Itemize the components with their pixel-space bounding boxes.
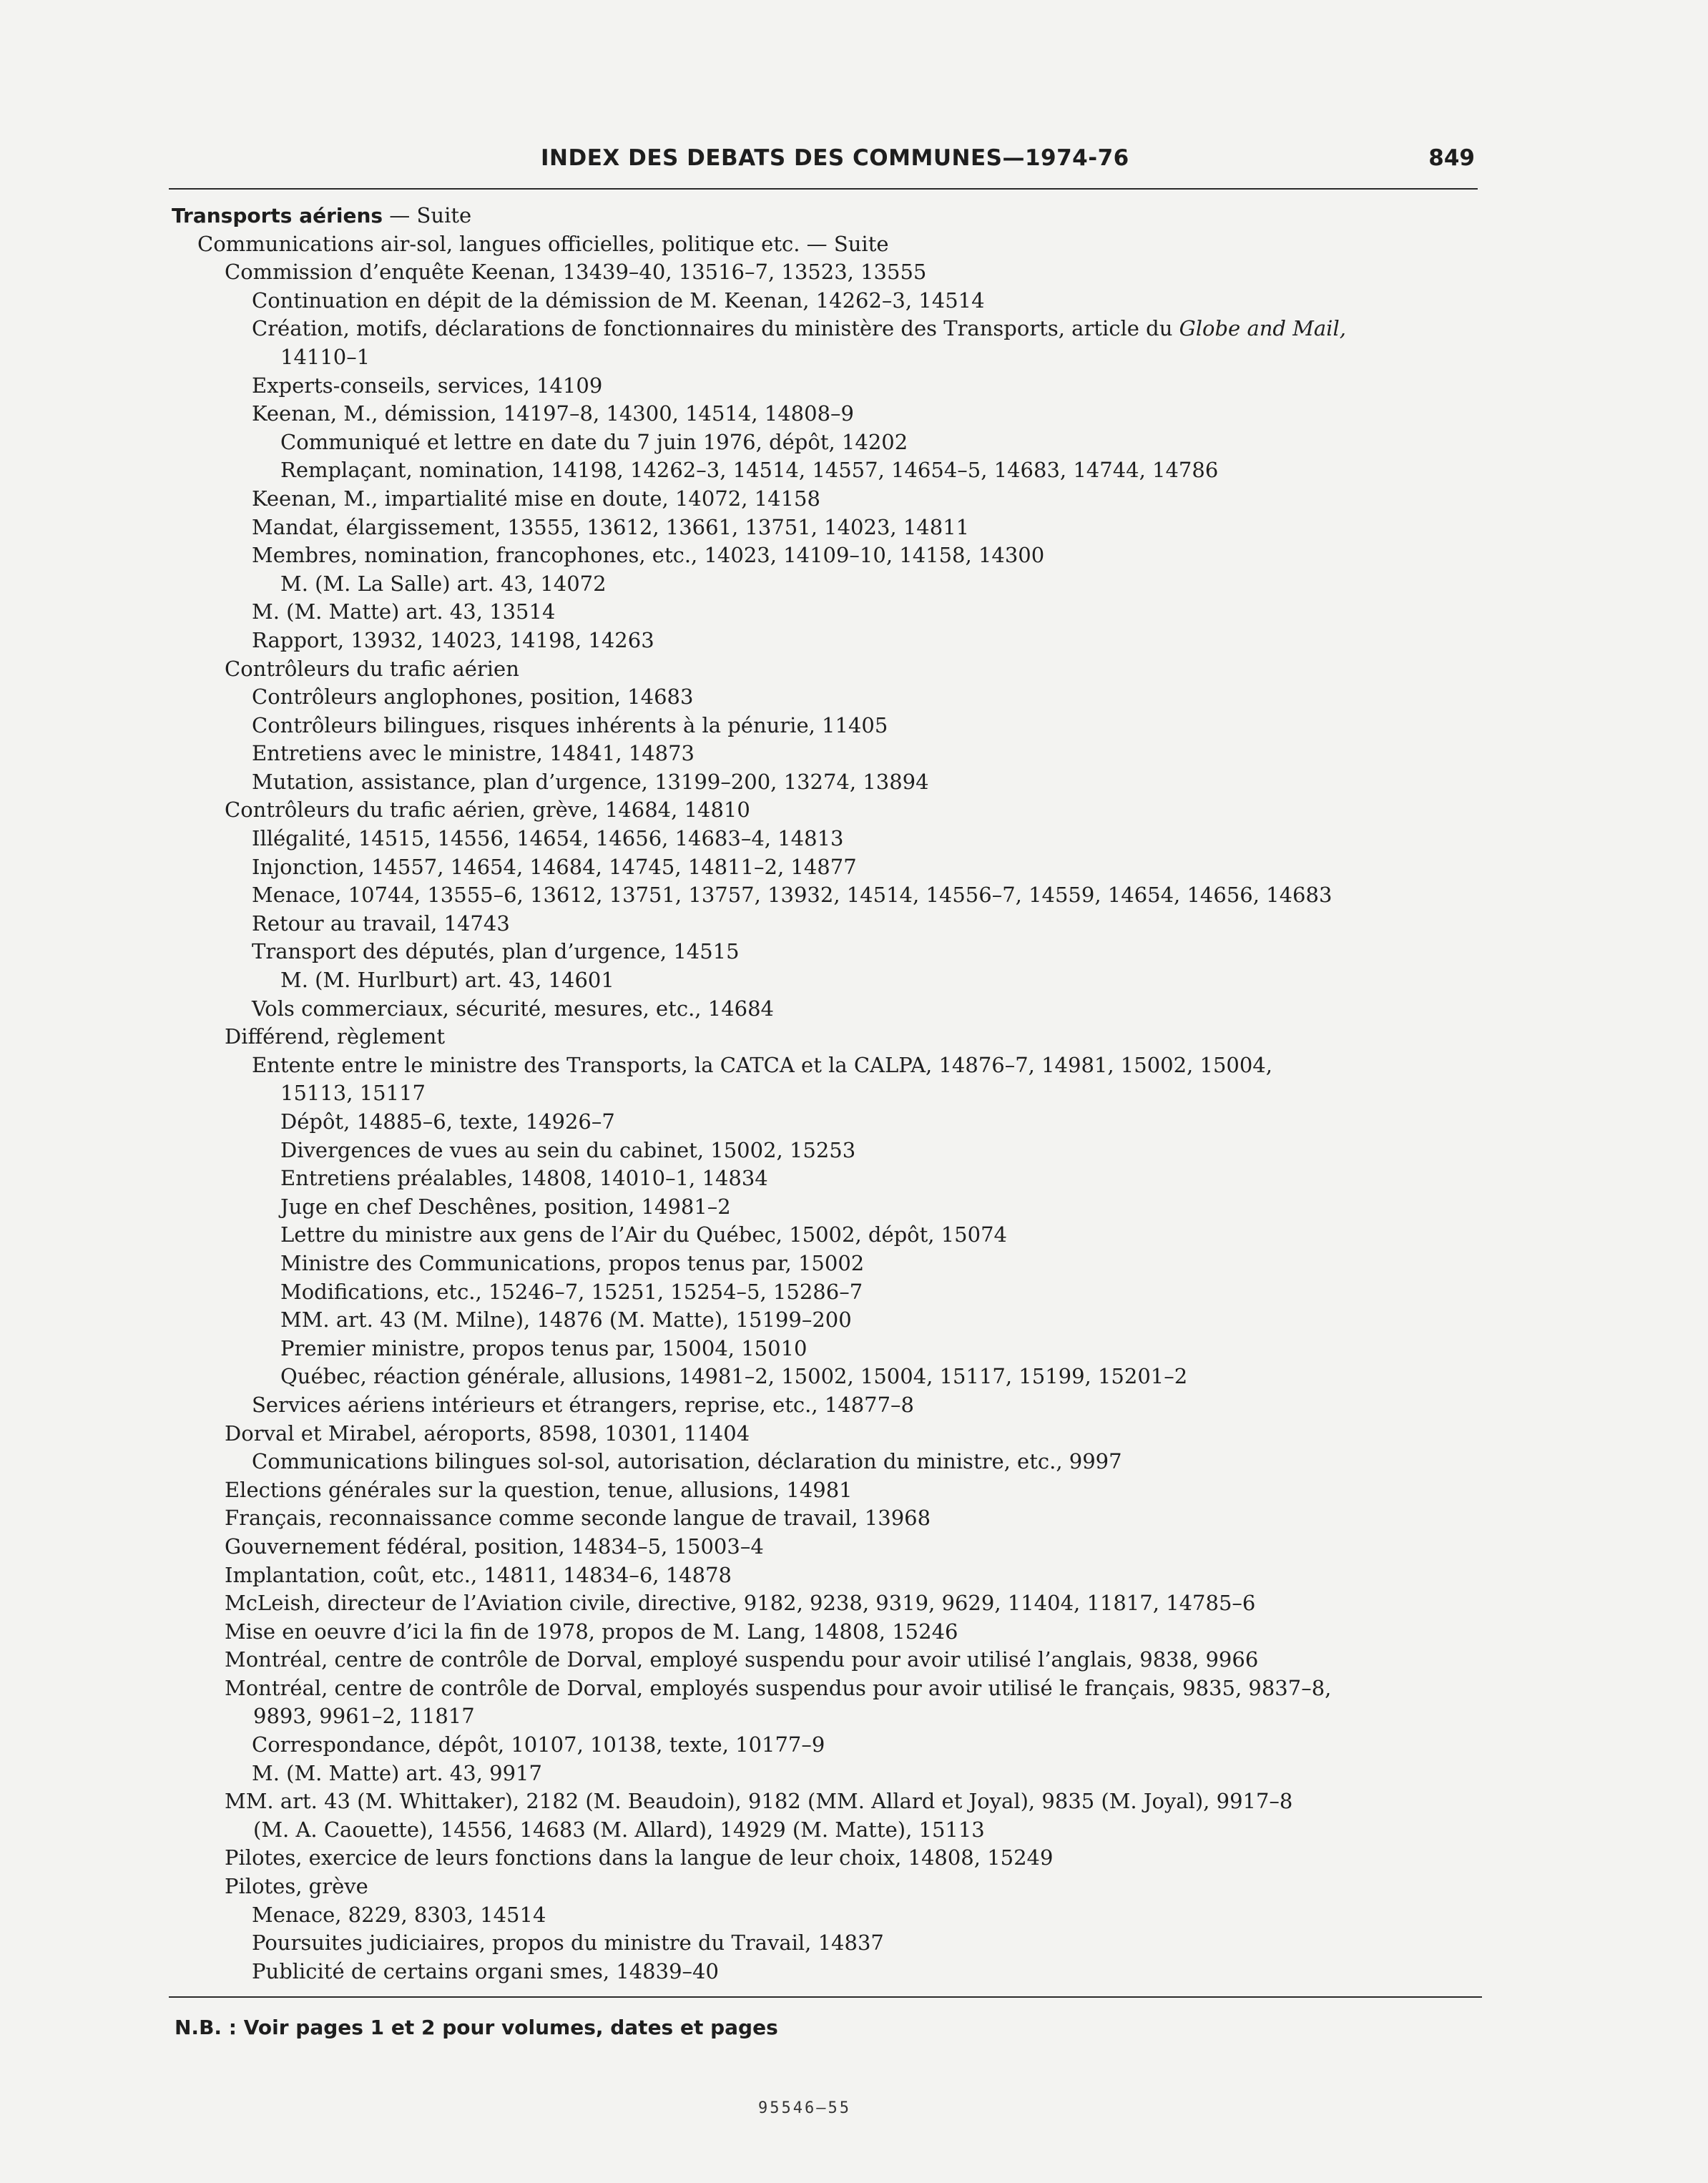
index-entry [172, 1023, 1481, 1051]
index-entry [172, 995, 1481, 1024]
entry-text: Poursuites judiciaires, propos du ministre du Travail, 14837 [252, 1931, 884, 1956]
index-entry [172, 372, 1481, 401]
entry-text: Transport des députés, plan d’urgence, 14515 [252, 939, 740, 964]
index-entry [172, 1193, 1481, 1222]
index-entry [172, 796, 1481, 825]
entry-text: Entente entre le ministre des Transports, la CATCA et la CALPA, 14876–7, 14981, 15002, 15004, [252, 1052, 1272, 1077]
entry-text: Contrôleurs bilingues, risques inhérents à la pénurie, 11405 [252, 712, 888, 737]
entry-text: Création, motifs, déclarations de fonctionnaires du ministère des Transports, article du [252, 316, 1179, 341]
index-entry [172, 1844, 1481, 1873]
entry-text: Contrôleurs anglophones, position, 14683 [252, 685, 694, 710]
entry-text: Montréal, centre de contrôle de Dorval, employés suspendus pour avoir utilisé le français, 9835, 9837–8, [225, 1675, 1332, 1700]
entry-text: Premier ministre, propos tenus par, 15004, 15010 [280, 1335, 808, 1360]
entry-text: Montréal, centre de contrôle de Dorval, employé suspendu pour avoir utilisé l’anglais, 9838, 9966 [225, 1647, 1259, 1672]
entry-text: Juge en chef Deschênes, position, 14981–2 [280, 1194, 731, 1219]
entry-text: Lettre du ministre aux gens de l’Air du Québec, 15002, dépôt, 15074 [280, 1222, 1007, 1247]
entry-text: Injonction, 14557, 14654, 14684, 14745, 14811–2, 14877 [252, 854, 857, 879]
index-entry [172, 570, 1481, 599]
index-entry [172, 485, 1481, 514]
index-entry [172, 598, 1481, 627]
index-entry [172, 825, 1481, 853]
index-entry [172, 287, 1481, 315]
entry-text: Modifications, etc., 15246–7, 15251, 15254–5, 15286–7 [280, 1279, 863, 1304]
footer-rule [169, 1996, 1482, 1998]
index-entry [172, 966, 1481, 995]
entry-continuation: (M. A. Caouette), 14556, 14683 (M. Allard), 14929 (M. Matte), 15113 [253, 1817, 985, 1842]
index-entry [172, 1901, 1481, 1930]
index-entry [172, 1051, 1481, 1108]
entry-text: Services aériens intérieurs et étrangers, reprise, etc., 14877–8 [252, 1392, 915, 1417]
entry-text: Français, reconnaissance comme seconde langue de travail, 13968 [225, 1506, 931, 1531]
index-entry [172, 683, 1481, 712]
index-entry [172, 541, 1481, 570]
entry-text: Communications air-sol, langues officielles, politique etc. — Suite [197, 231, 889, 256]
entry-continuation: 15113, 15117 [280, 1081, 426, 1106]
index-entry [172, 1306, 1481, 1335]
index-entry [172, 1958, 1481, 1986]
index-entry [172, 230, 1481, 259]
entry-text: Keenan, M., impartialité mise en doute, 14072, 14158 [252, 486, 820, 511]
entry-text: Membres, nomination, francophones, etc., 14023, 14109–10, 14158, 14300 [252, 543, 1045, 568]
entry-text: Québec, réaction générale, allusions, 14981–2, 15002, 15004, 15117, 15199, 15201–2 [280, 1364, 1188, 1389]
entry-text: Mutation, assistance, plan d’urgence, 13199–200, 13274, 13894 [252, 769, 929, 794]
entry-text: MM. art. 43 (M. Milne), 14876 (M. Matte), 15199–200 [280, 1308, 852, 1333]
index-entry [172, 456, 1481, 485]
entry-text: M. (M. Hurlburt) art. 43, 14601 [280, 968, 614, 993]
entry-italic: Globe and Mail, [1179, 316, 1346, 341]
index-entry [172, 655, 1481, 684]
entry-text: Divergences de vues au sein du cabinet, 15002, 15253 [280, 1137, 856, 1162]
entry-text: Pilotes, grève [225, 1874, 368, 1899]
entry-continuation: 14110–1 [280, 344, 370, 369]
index-entries [172, 202, 1481, 1986]
entry-text: Publicité de certains organi smes, 14839–40 [252, 1958, 719, 1983]
index-entry [172, 627, 1481, 655]
index-entry [172, 881, 1481, 910]
entry-text: M. (M. Matte) art. 43, 9917 [252, 1760, 542, 1785]
page-number: 849 [1428, 145, 1475, 171]
entry-text: Rapport, 13932, 14023, 14198, 14263 [252, 627, 654, 652]
index-entry [172, 258, 1481, 287]
index-entry [172, 202, 1481, 230]
entry-text: Continuation en dépit de la démission de M. Keenan, 14262–3, 14514 [252, 288, 985, 313]
index-entry [172, 712, 1481, 740]
index-entry [172, 1760, 1481, 1788]
index-entry [172, 1363, 1481, 1391]
index-entry [172, 1873, 1481, 1901]
index-entry [172, 1476, 1481, 1505]
page-header [169, 145, 1475, 181]
index-entry [172, 938, 1481, 966]
index-entry [172, 1533, 1481, 1561]
entry-text: Entretiens avec le ministre, 14841, 14873 [252, 741, 695, 766]
index-entry [172, 1504, 1481, 1533]
entry-text: Illégalité, 14515, 14556, 14654, 14656, 14683–4, 14813 [252, 826, 844, 851]
entry-text: Implantation, coût, etc., 14811, 14834–6, 14878 [225, 1562, 732, 1587]
index-entry [172, 1731, 1481, 1760]
entry-heading: Transports aériens [172, 204, 383, 227]
entry-text: M. (M. La Salle) art. 43, 14072 [280, 571, 607, 596]
index-entry [172, 1646, 1481, 1674]
print-code: 95546–55 [758, 2099, 851, 2117]
entry-text: Correspondance, dépôt, 10107, 10138, texte, 10177–9 [252, 1732, 825, 1757]
index-entry [172, 1391, 1481, 1420]
index-entry [172, 1448, 1481, 1476]
entry-text: Dorval et Mirabel, aéroports, 8598, 10301, 11404 [225, 1421, 750, 1446]
entry-text: Mise en oeuvre d’ici la fin de 1978, propos de M. Lang, 14808, 15246 [225, 1619, 958, 1644]
index-entry [172, 910, 1481, 938]
entry-text: Dépôt, 14885–6, texte, 14926–7 [280, 1109, 615, 1134]
index-entry [172, 514, 1481, 542]
index-entry [172, 1164, 1481, 1193]
index-entry [172, 1278, 1481, 1307]
entry-text: Communications bilingues sol-sol, autorisation, déclaration du ministre, etc., 9997 [252, 1449, 1122, 1474]
entry-text: Mandat, élargissement, 13555, 13612, 13661, 13751, 14023, 14811 [252, 514, 970, 539]
entry-text: Contrôleurs du trafic aérien, grève, 14684, 14810 [225, 798, 750, 823]
index-entry [172, 428, 1481, 457]
index-entry [172, 1674, 1481, 1731]
index-entry [172, 400, 1481, 428]
entry-text: McLeish, directeur de l’Aviation civile, directive, 9182, 9238, 9319, 9629, 11404, 11817, 14785–6 [225, 1591, 1256, 1616]
header-rule [169, 188, 1478, 190]
index-entry [172, 1108, 1481, 1137]
entry-text: Menace, 8229, 8303, 14514 [252, 1902, 546, 1927]
entry-text: Retour au travail, 14743 [252, 911, 510, 936]
entry-continuation: 9893, 9961–2, 11817 [253, 1704, 475, 1729]
entry-text: Vols commerciaux, sécurité, mesures, etc., 14684 [252, 996, 774, 1021]
index-entry [172, 1420, 1481, 1448]
entry-text: M. (M. Matte) art. 43, 13514 [252, 599, 556, 624]
index-entry [172, 1787, 1481, 1844]
entry-text: Elections générales sur la question, tenue, allusions, 14981 [225, 1477, 853, 1502]
index-entry [172, 1335, 1481, 1363]
entry-text: Contrôleurs du trafic aérien [225, 656, 519, 681]
index-entry [172, 1221, 1481, 1250]
entry-text: Commission d’enquête Keenan, 13439–40, 13516–7, 13523, 13555 [225, 260, 927, 285]
entry-text: Menace, 10744, 13555–6, 13612, 13751, 13757, 13932, 14514, 14556–7, 14559, 14654, 14656, 14683 [252, 883, 1332, 908]
index-entry [172, 853, 1481, 882]
index-entry [172, 1618, 1481, 1647]
entry-text: Communiqué et lettre en date du 7 juin 1976, dépôt, 14202 [280, 429, 908, 454]
entry-text: Entretiens préalables, 14808, 14010–1, 14834 [280, 1166, 768, 1191]
entry-text: MM. art. 43 (M. Whittaker), 2182 (M. Beaudoin), 9182 (MM. Allard et Joyal), 9835 (M. Joyal), 9917–8 [225, 1789, 1293, 1814]
entry-text: Ministre des Communications, propos tenus par, 15002 [280, 1250, 865, 1275]
index-entry [172, 1929, 1481, 1958]
entry-text: Pilotes, exercice de leurs fonctions dans la langue de leur choix, 14808, 15249 [225, 1845, 1054, 1870]
index-entry [172, 1589, 1481, 1618]
index-entry [172, 1250, 1481, 1278]
entry-text: Remplaçant, nomination, 14198, 14262–3, 14514, 14557, 14654–5, 14683, 14744, 14786 [280, 458, 1219, 483]
index-entry [172, 740, 1481, 768]
entry-text: Gouvernement fédéral, position, 14834–5, 15003–4 [225, 1534, 764, 1559]
page-title: INDEX DES DEBATS DES COMMUNES—1974-76 [541, 145, 1129, 171]
index-entry [172, 768, 1481, 797]
footnote: N.B. : Voir pages 1 et 2 pour volumes, dates et pages [175, 2016, 778, 2039]
entry-text: Experts-conseils, services, 14109 [252, 373, 603, 398]
index-entry [172, 315, 1481, 371]
entry-text: Différend, règlement [225, 1024, 446, 1049]
index-entry [172, 1561, 1481, 1590]
entry-text: Keenan, M., démission, 14197–8, 14300, 14514, 14808–9 [252, 401, 854, 426]
index-entry [172, 1137, 1481, 1165]
entry-text: — Suite [383, 203, 472, 227]
